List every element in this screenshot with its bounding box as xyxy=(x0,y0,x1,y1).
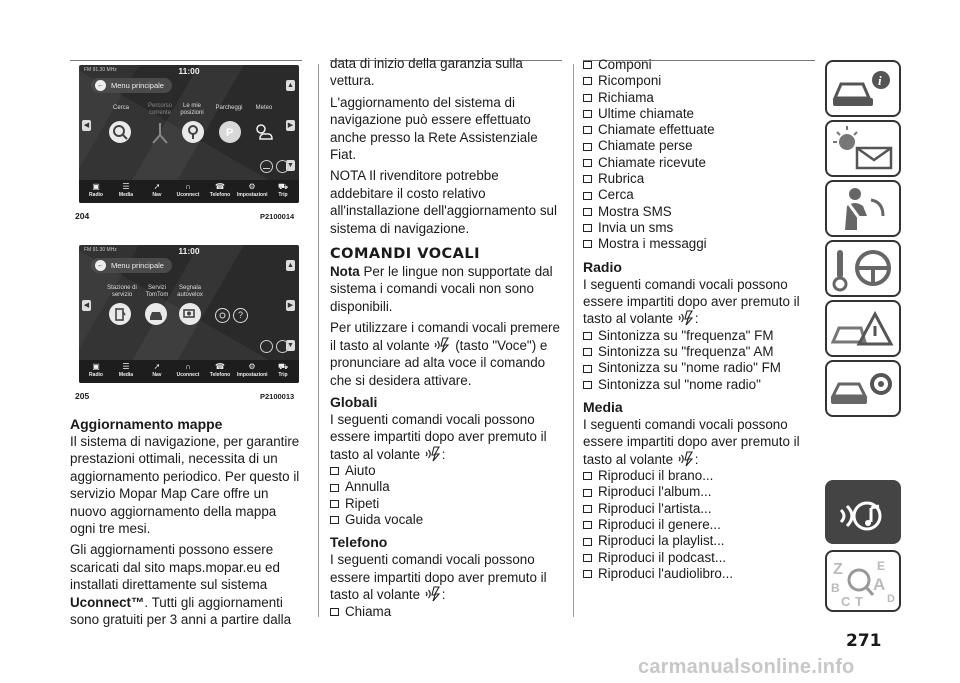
list-item: Chiama xyxy=(330,604,562,620)
screen-topbar xyxy=(79,65,299,78)
parking-tile-button[interactable] xyxy=(219,121,241,143)
paragraph: Gli aggiornamenti possono essere scaricati dal sito maps.mopar.eu ed installati direttamente sul sistema Uconnect™. Tutti gli aggiornamenti sono gratuiti per 3 anni a partire dalla xyxy=(70,542,292,628)
paragraph: data di inizio della garanzia sulla vettura. xyxy=(330,56,523,89)
checkbox-square-icon xyxy=(583,365,592,373)
index-letter-d: D xyxy=(887,593,895,605)
tile-label-fuel-station: Stazione di servizio xyxy=(107,285,137,298)
list-item: Sintonizza sul "nome radio" xyxy=(583,377,815,393)
tile-label-my-places: Le mie posizioni xyxy=(180,103,204,116)
list-item: Mostra SMS xyxy=(583,204,815,220)
list-item: Sintonizza su "frequenza" FM xyxy=(583,328,815,344)
no-entry-icon xyxy=(261,163,272,174)
clock: 11:00 xyxy=(178,66,200,76)
fuel-station-tile-button[interactable] xyxy=(109,303,131,325)
list-item: Sintonizza su "frequenza" AM xyxy=(583,344,815,360)
column-2-text xyxy=(330,55,562,625)
scroll-down-button[interactable]: ▼ xyxy=(287,342,294,349)
index-letter-c: C xyxy=(841,594,851,609)
bottom-phone-button[interactable]: ☎ Telefono xyxy=(205,182,235,199)
list-item: Rubrica xyxy=(583,171,815,187)
voice-button-icon xyxy=(424,446,442,462)
nav-screen-1 xyxy=(79,65,299,203)
index-letter-e: E xyxy=(877,559,886,573)
bottom-trip-button[interactable]: ⛟ Trip xyxy=(268,362,298,379)
phone-icon: ☎ xyxy=(215,362,225,371)
list-item: Annulla xyxy=(330,479,562,495)
main-menu-button[interactable] xyxy=(91,78,172,93)
settings-shortcut-button[interactable] xyxy=(260,340,273,353)
tab-safety[interactable] xyxy=(825,180,901,237)
checkbox-square-icon xyxy=(583,570,592,578)
voice-shortcut-button[interactable] xyxy=(276,340,289,353)
column-divider-2 xyxy=(573,64,574,617)
key-steering-icon xyxy=(827,242,899,295)
speed-camera-tile-button[interactable] xyxy=(179,303,201,325)
main-menu-label: Menu principale xyxy=(111,81,164,90)
checkbox-square-icon xyxy=(583,61,592,69)
main-menu-button[interactable] xyxy=(91,258,172,273)
index-letters-icon xyxy=(827,552,899,610)
watermark-text: carmanualsonline.info xyxy=(638,656,855,678)
bottom-phone-button[interactable]: ☎ Telefono xyxy=(205,362,235,379)
figure-code-205: P2100013 xyxy=(260,392,295,401)
checkbox-square-icon xyxy=(583,538,592,546)
tab-emergency[interactable] xyxy=(825,300,901,357)
scroll-right-button[interactable]: ▶ xyxy=(287,122,294,129)
list-item: Sintonizza su "nome radio" FM xyxy=(583,360,815,376)
warning-light-icon xyxy=(827,122,899,175)
bottom-nav-button[interactable]: ➚ Nav xyxy=(142,182,172,199)
bottom-media-button[interactable]: ☰ Media xyxy=(111,182,141,199)
list-item: Chiamate effettuate xyxy=(583,122,815,138)
svg-text:P: P xyxy=(226,127,234,139)
checkbox-square-icon xyxy=(583,224,592,232)
settings-tile-button[interactable] xyxy=(215,308,230,323)
checkbox-square-icon xyxy=(583,381,592,389)
media-commands-list xyxy=(583,468,815,582)
index-letter-b: B xyxy=(831,581,840,595)
tab-starting-driving[interactable] xyxy=(825,240,901,297)
checkbox-square-icon xyxy=(330,484,339,492)
gear-icon xyxy=(216,309,229,322)
global-commands-list xyxy=(330,463,562,528)
paragraph: I seguenti comandi vocali possono essere impartiti dopo aver premuto il tasto al volante : xyxy=(583,276,800,327)
list-item: Invia un sms xyxy=(583,220,815,236)
parking-pin-icon xyxy=(219,121,241,143)
list-item: Ripeti xyxy=(330,496,562,512)
settings-shortcut-button[interactable] xyxy=(260,160,273,173)
column-divider-1 xyxy=(318,64,319,617)
checkbox-square-icon xyxy=(583,332,592,340)
checkbox-square-icon xyxy=(583,489,592,497)
maintenance-gear-icon xyxy=(827,362,899,415)
section-heading-map-update: Aggiornamento mappe xyxy=(70,416,223,432)
index-letter-z: Z xyxy=(833,561,843,578)
seatbelt-airbag-icon xyxy=(827,182,899,235)
svg-text:i: i xyxy=(878,73,882,88)
scroll-left-button[interactable]: ◀ xyxy=(83,302,90,309)
speed-camera-icon xyxy=(179,303,201,325)
checkbox-square-icon xyxy=(583,110,592,118)
back-arrow-icon: ← xyxy=(97,82,104,89)
car-icon: ⛟ xyxy=(277,362,289,371)
scroll-up-button[interactable]: ▲ xyxy=(287,82,294,89)
list-item: Componi xyxy=(583,57,815,73)
car-front-icon xyxy=(145,303,167,325)
voice-button-icon xyxy=(677,451,695,467)
bottom-uconnect-button[interactable]: ∩ Uconnect xyxy=(173,362,203,379)
uconnect-brand: Uconnect™ xyxy=(70,594,145,610)
checkbox-square-icon xyxy=(583,159,592,167)
tab-index[interactable] xyxy=(825,550,901,612)
list-item: Aiuto xyxy=(330,463,562,479)
bottom-radio-button[interactable]: ▣ Radio xyxy=(81,182,111,199)
checkbox-square-icon xyxy=(330,467,339,475)
gear-icon: ⚙ xyxy=(248,182,256,191)
list-item: Ricomponi xyxy=(583,73,815,89)
checkbox-square-icon xyxy=(583,126,592,134)
back-arrow-icon: ← xyxy=(97,262,104,269)
radio-icon: ▣ xyxy=(92,362,100,371)
scroll-down-button[interactable]: ▼ xyxy=(287,162,294,169)
list-item: Riproduci la playlist... xyxy=(583,533,815,549)
phone-icon: ☎ xyxy=(215,182,225,191)
scroll-right-button[interactable]: ▶ xyxy=(287,302,294,309)
search-tile-button[interactable] xyxy=(109,121,131,143)
bottom-media-button[interactable]: ☰ Media xyxy=(111,362,141,379)
phone-commands-list-continued xyxy=(583,57,815,253)
tile-label-search: Cerca xyxy=(112,105,129,111)
bottom-radio-button[interactable]: ▣ Radio xyxy=(81,362,111,379)
scroll-up-button[interactable]: ▲ xyxy=(287,262,294,269)
multimedia-music-icon xyxy=(827,482,899,542)
checkbox-square-icon xyxy=(583,348,592,356)
list-item: Riproduci l'album... xyxy=(583,484,815,500)
checkbox-square-icon xyxy=(583,521,592,529)
list-item: Ultime chiamate xyxy=(583,106,815,122)
route-arrow-icon xyxy=(149,121,171,145)
figure-number-205: 205 xyxy=(75,391,90,401)
index-letter-t: T xyxy=(855,594,863,609)
list-item: Riproduci l'audiolibro... xyxy=(583,566,815,582)
section-heading-voice-commands: COMANDI VOCALI xyxy=(330,246,481,263)
checkbox-square-icon xyxy=(583,240,592,248)
checkbox-square-icon xyxy=(583,192,592,200)
scroll-left-button[interactable]: ◀ xyxy=(83,122,90,129)
gear-icon: ⚙ xyxy=(248,362,256,371)
tab-multimedia[interactable] xyxy=(825,480,901,544)
bottom-uconnect-button[interactable]: ∩ Uconnect xyxy=(173,182,203,199)
radio-commands-list xyxy=(583,328,815,393)
checkbox-square-icon xyxy=(583,175,592,183)
page-number: 271 xyxy=(846,631,882,651)
car-info-icon xyxy=(827,62,899,115)
current-route-tile-button[interactable] xyxy=(149,121,171,145)
paragraph: Il sistema di navigazione, per garantire prestazioni ottimali, necessita di un aggiornamento periodico. Per questo il servizio Mopar Map Care offre un nuovo aggiornamento della mappa ogni tre mesi. xyxy=(70,434,300,537)
note-paragraph: Nota Per le lingue non supportate dal sistema i comandi vocali non sono disponibili. xyxy=(330,264,553,314)
radio-icon: ▣ xyxy=(92,182,100,191)
checkbox-square-icon xyxy=(583,472,592,480)
tile-label-current-route: Percorso corrente xyxy=(147,103,172,116)
location-pin-icon xyxy=(182,121,204,143)
bottom-settings-button[interactable]: ⚙ Impostazioni xyxy=(237,182,268,198)
voice-button-icon xyxy=(677,310,695,326)
fuel-pump-icon xyxy=(109,303,131,325)
phone-commands-list xyxy=(330,604,562,620)
checkbox-square-icon xyxy=(583,554,592,562)
tile-label-speed-camera: Segnala autovelox xyxy=(177,285,203,298)
bottom-settings-button[interactable]: ⚙ Impostazioni xyxy=(237,362,268,378)
list-item: Riproduci il brano... xyxy=(583,468,815,484)
weather-tile-button[interactable] xyxy=(252,121,276,143)
screen-bottom-bar xyxy=(79,180,299,203)
checkbox-square-icon xyxy=(583,77,592,85)
subsection-heading-phone: Telefono xyxy=(330,534,388,551)
media-icon: ☰ xyxy=(122,362,130,371)
column-3-text xyxy=(583,57,815,587)
clock: 11:00 xyxy=(178,246,200,256)
list-item: Mostra i messaggi xyxy=(583,236,815,252)
list-item: Chiamate perse xyxy=(583,138,815,154)
nota-label: Nota xyxy=(330,264,360,280)
subsection-heading-media: Media xyxy=(583,398,623,415)
paragraph: L'aggiornamento del sistema di navigazione può essere effettuato anche presso la Rete Assistenziale Fiat. xyxy=(330,94,538,163)
top-rule-left xyxy=(70,60,302,61)
checkbox-square-icon xyxy=(583,94,592,102)
main-menu-label: Menu principale xyxy=(111,261,164,270)
tile-label-tomtom-services: Servizi TomTom xyxy=(145,285,169,298)
compass-icon: ➚ xyxy=(153,182,161,191)
voice-shortcut-button[interactable] xyxy=(276,160,289,173)
media-icon: ☰ xyxy=(122,182,130,191)
subsection-heading-radio: Radio xyxy=(583,258,622,275)
tab-maintenance[interactable] xyxy=(825,360,901,417)
list-item: Chiamate ricevute xyxy=(583,155,815,171)
uconnect-icon: ∩ xyxy=(185,362,191,371)
index-letter-a: A xyxy=(873,575,886,594)
checkbox-square-icon xyxy=(330,500,339,508)
help-tile-button[interactable] xyxy=(233,308,248,323)
list-item: Cerca xyxy=(583,187,815,203)
tile-label-weather: Meteo xyxy=(255,105,273,111)
paragraph: Per utilizzare i comandi vocali premere il tasto al volante (tasto "Voce") e pronunciare ad alta voce il comando che si desidera attivare. xyxy=(330,320,560,388)
bottom-trip-button[interactable]: ⛟ Trip xyxy=(268,182,298,199)
checkbox-square-icon xyxy=(583,505,592,513)
column-1-text xyxy=(70,412,300,632)
bottom-nav-button[interactable]: ➚ Nav xyxy=(142,362,172,379)
list-item: Riproduci l'artista... xyxy=(583,501,815,517)
radio-frequency: FM 91.30 MHz xyxy=(84,67,117,73)
paragraph: I seguenti comandi vocali possono essere impartiti dopo aver premuto il tasto al volante : xyxy=(583,416,800,467)
radio-frequency: FM 91.30 MHz xyxy=(84,247,117,253)
tab-car-info[interactable] xyxy=(825,60,901,117)
car-icon: ⛟ xyxy=(277,182,289,191)
compass-icon: ➚ xyxy=(153,362,161,371)
figure-number-204: 204 xyxy=(75,211,90,221)
voice-button-icon xyxy=(433,337,451,353)
checkbox-square-icon xyxy=(330,516,339,524)
my-places-tile-button[interactable] xyxy=(182,121,204,143)
figure-code-204: P2100014 xyxy=(260,212,295,221)
list-item: Riproduci il genere... xyxy=(583,517,815,533)
list-item: Riproduci il podcast... xyxy=(583,550,815,566)
paragraph: I seguenti comandi vocali possono essere impartiti dopo aver premuto il tasto al volante : xyxy=(330,552,547,603)
tomtom-services-tile-button[interactable] xyxy=(145,303,167,325)
list-item: Richiama xyxy=(583,90,815,106)
tab-warning-lights[interactable] xyxy=(825,120,901,177)
paragraph: I seguenti comandi vocali possono essere impartiti dopo aver premuto il tasto al volante : xyxy=(330,411,547,462)
checkbox-square-icon xyxy=(583,143,592,151)
magnifier-icon xyxy=(109,121,131,143)
note-paragraph: NOTA Il rivenditore potrebbe addebitare il costo relativo all'installazione dell'aggiornamento sul sistema di navigazione. xyxy=(330,168,557,236)
screen-bottom-bar xyxy=(79,360,299,383)
nav-screen-2 xyxy=(79,245,299,383)
checkbox-square-icon xyxy=(330,608,339,616)
voice-button-icon xyxy=(424,586,442,602)
weather-sun-cloud-icon xyxy=(252,121,276,143)
uconnect-icon: ∩ xyxy=(185,182,191,191)
checkbox-square-icon xyxy=(583,208,592,216)
screen-topbar xyxy=(79,245,299,258)
subsection-heading-global: Globali xyxy=(330,393,378,410)
emergency-triangle-icon xyxy=(827,302,899,355)
list-item: Guida vocale xyxy=(330,512,562,528)
tile-label-parking: Parcheggi xyxy=(215,105,243,111)
question-mark-icon: ? xyxy=(237,310,243,320)
